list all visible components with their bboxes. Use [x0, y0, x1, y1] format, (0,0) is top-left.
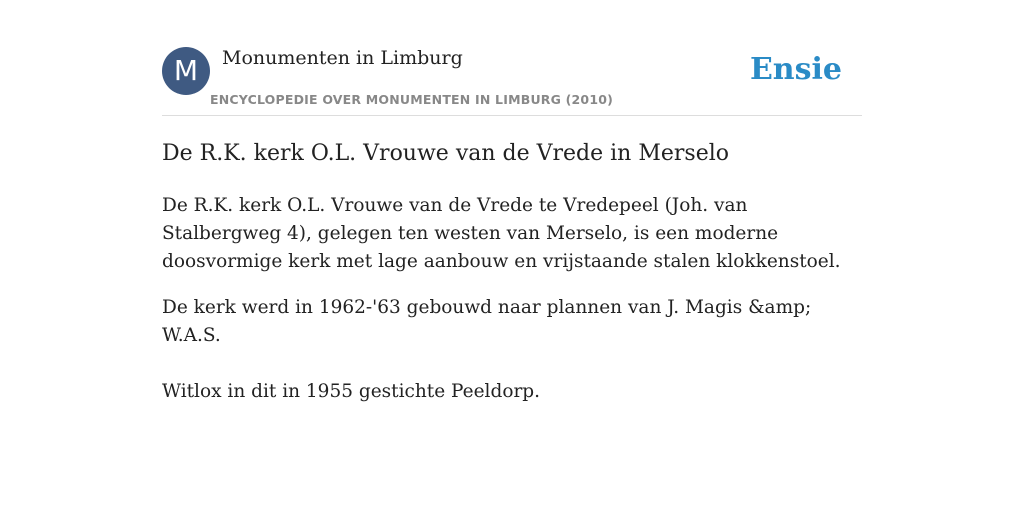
ensie-logo-link[interactable]: Ensie	[749, 52, 842, 87]
article-paragraph: De R.K. kerk O.L. Vrouwe van de Vrede te Vredepeel (Joh. van Stalbergweg 4), gelegen ten westen van Merselo, is een moderne doosvormige kerk met lage aanbouw en vrijstaande stalen klokkenstoel.	[162, 195, 841, 272]
source-subtitle: ENCYCLOPEDIE OVER MONUMENTEN IN LIMBURG (2010)	[210, 92, 614, 107]
article-paragraph: Witlox in dit in 1955 gestichte Peeldorp.	[162, 381, 541, 402]
article-content	[162, 138, 862, 406]
source-avatar[interactable]: M	[162, 47, 210, 95]
site-header	[162, 46, 862, 116]
article-title: De R.K. kerk O.L. Vrouwe van de Vrede in Merselo	[162, 141, 729, 166]
source-title-link[interactable]: Monumenten in Limburg	[222, 47, 463, 69]
article-paragraph: De kerk werd in 1962-'63 gebouwd naar plannen van J. Magis &amp; W.A.S.	[162, 297, 812, 346]
